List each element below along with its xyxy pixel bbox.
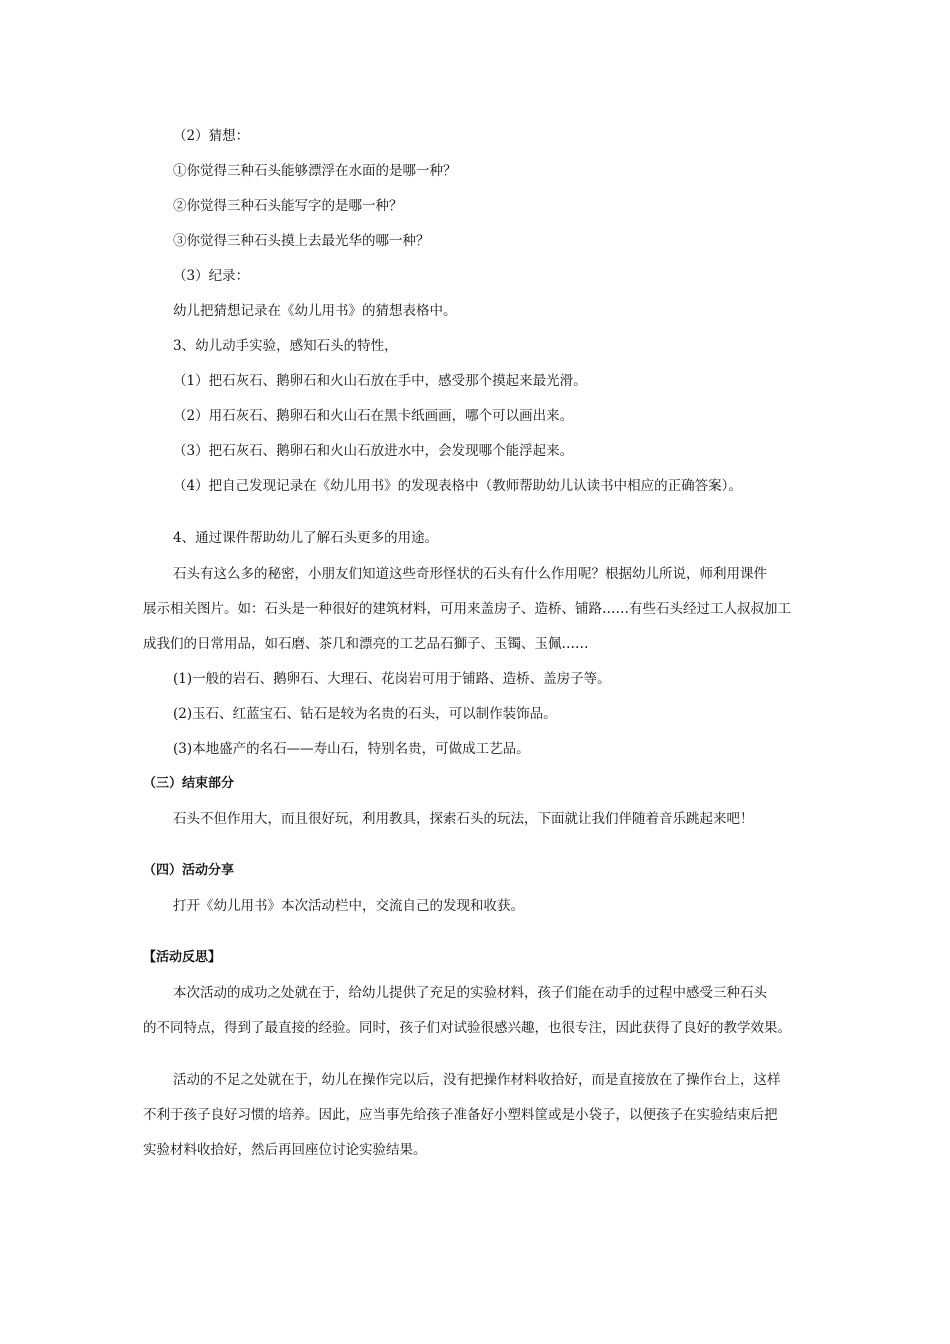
reflection-p1-line-2: 的不同特点，得到了最直接的经验。同时，孩子们对试验很感兴趣，也很专注，因此获得了良好的教学效果。: [143, 1020, 791, 1036]
step3-item-3: （3）把石灰石、鹅卵石和火山石放进水中，会发现哪个能浮起来。: [173, 443, 574, 459]
record-heading: （3）纪录：: [173, 268, 250, 284]
step4-paragraph-line-3: 成我们的日常用品，如石磨、茶几和漂亮的工艺品石獅子、玉镯、玉佩……: [143, 636, 589, 652]
guess-question-1: ①你觉得三种石头能够漂浮在水面的是哪一种？: [173, 163, 457, 179]
reflection-p2-line-3: 实验材料收拾好，然后再回座位讨论实验结果。: [143, 1142, 427, 1158]
guess-question-2: ②你觉得三种石头能写字的是哪一种？: [173, 198, 403, 214]
step3-item-2: （2）用石灰石、鹅卵石和火山石在黑卡纸画画，哪个可以画出来。: [173, 408, 574, 424]
use-item-2: (2)玉石、红蓝宝石、钻石是较为名贵的石头，可以制作装饰品。: [173, 706, 557, 722]
step4-paragraph-line-1: 石头有这么多的秘密，小朋友们知道这些奇形怪状的石头有什么作用呢？根据幼儿所说，师利用课件: [173, 566, 767, 582]
use-item-3: (3)本地盛产的名石——寿山石，特别名贵，可做成工艺品。: [173, 741, 530, 757]
guess-heading: （2）猜想：: [173, 128, 250, 144]
reflection-title: 【活动反思】: [143, 950, 222, 965]
reflection-p1-line-1: 本次活动的成功之处就在于，给幼儿提供了充足的实验材料，孩子们能在动手的过程中感受三种石头: [173, 985, 767, 1001]
section3-text: 石头不但作用大，而且很好玩，利用教具，探索石头的玩法，下面就让我们伴随着音乐跳起来吧！: [173, 811, 754, 827]
section4-text: 打开《幼儿用书》本次活动栏中，交流自己的发现和收获。: [173, 898, 524, 914]
guess-question-3: ③你觉得三种石头摸上去最光华的哪一种？: [173, 233, 430, 249]
reflection-p2-line-2: 不利于孩子良好习惯的培养。因此，应当事先给孩子准备好小塑料筐或是小袋子，以便孩子在实验结束后把: [143, 1107, 778, 1123]
section3-title: （三）结束部分: [143, 776, 235, 791]
use-item-1: (1)一般的岩石、鹅卵石、大理石、花岗岩可用于铺路、造桥、盖房子等。: [173, 671, 611, 687]
reflection-p2-line-1: 活动的不足之处就在于，幼儿在操作完以后，没有把操作材料收拾好，而是直接放在了操作台上，这样: [173, 1072, 781, 1088]
section4-title: （四）活动分享: [143, 863, 235, 878]
step3-item-4: （4）把自己发现记录在《幼儿用书》的发现表格中（教师帮助幼儿认读书中相应的正确答案）。: [173, 478, 742, 494]
step3-title: 3、幼儿动手实验，感知石头的特性，: [173, 338, 398, 354]
step4-title: 4、通过课件帮助幼儿了解石头更多的用途。: [173, 530, 439, 546]
step4-paragraph-line-2: 展示相关图片。如：石头是一种很好的建筑材料，可用来盖房子、造桥、铺路……有些石头经过工人叔叔加工: [143, 601, 791, 617]
record-text: 幼儿把猜想记录在《幼儿用书》的猜想表格中。: [173, 303, 457, 319]
step3-item-1: （1）把石灰石、鹅卵石和火山石放在手中，感受那个摸起来最光滑。: [173, 373, 587, 389]
